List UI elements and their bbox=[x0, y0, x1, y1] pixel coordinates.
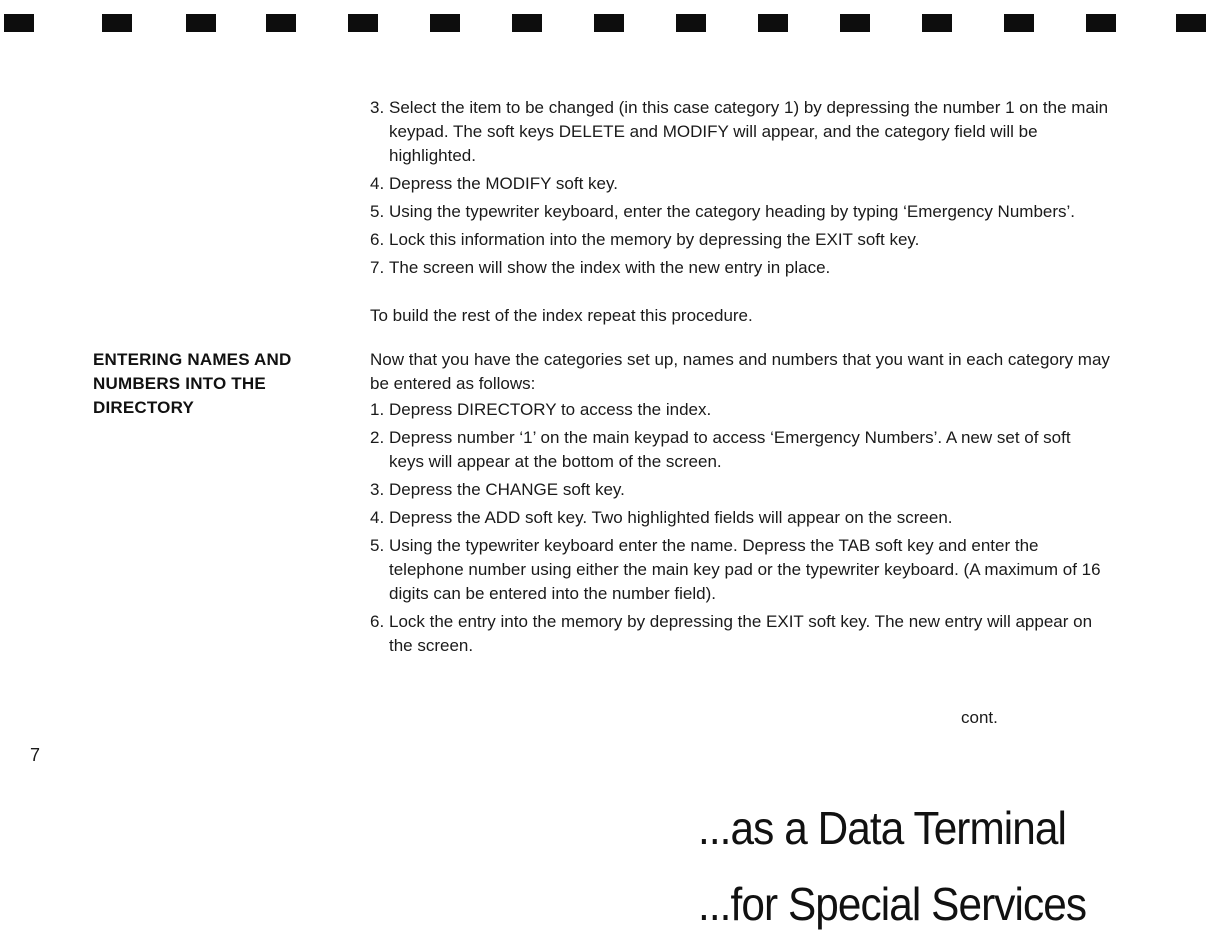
index-tab-mark bbox=[840, 14, 870, 32]
step-text: Depress the MODIFY soft key. bbox=[389, 174, 618, 193]
index-tab-mark bbox=[1086, 14, 1116, 32]
index-tab-mark bbox=[348, 14, 378, 32]
index-tab-mark bbox=[676, 14, 706, 32]
step-text: Lock this information into the memory by depressing the EXIT soft key. bbox=[389, 230, 920, 249]
step-text: Depress number ‘1’ on the main keypad to access ‘Emergency Numbers’. A new set of soft keys will appear at the bottom of the screen. bbox=[389, 428, 1071, 471]
index-tab-mark bbox=[922, 14, 952, 32]
index-tab-mark bbox=[4, 14, 34, 32]
index-tab-mark bbox=[758, 14, 788, 32]
intro-paragraph: Now that you have the categories set up, names and numbers that you want in each category may be entered as follows: bbox=[370, 350, 1110, 393]
category-steps-list bbox=[370, 96, 1110, 284]
index-tab-strip bbox=[0, 14, 1225, 34]
index-tab-mark bbox=[1176, 14, 1206, 32]
step-text: Using the typewriter keyboard, enter the category heading by typing ‘Emergency Numbers’. bbox=[389, 202, 1076, 221]
step-number: 3. bbox=[370, 98, 385, 117]
entry-steps-list bbox=[370, 398, 1110, 662]
step-number: 4. bbox=[370, 174, 385, 193]
step-text: Select the item to be changed (in this case category 1) by depressing the number 1 on the main keypad. The soft keys DELETE and MODIFY will appear, and the category field will be highlighted. bbox=[389, 98, 1109, 165]
step-text: Depress DIRECTORY to access the index. bbox=[389, 400, 712, 419]
page-number: 7 bbox=[30, 745, 41, 765]
list-item bbox=[370, 172, 1110, 196]
step-number: 5. bbox=[370, 536, 385, 555]
footer-heading-data-terminal: ...as a Data Terminal bbox=[698, 802, 1067, 854]
footer-heading-special-services: ...for Special Services bbox=[698, 878, 1087, 930]
step-text: The screen will show the index with the new entry in place. bbox=[389, 258, 831, 277]
rest-of-index-note: To build the rest of the index repeat this procedure. bbox=[370, 306, 753, 325]
index-tab-mark bbox=[594, 14, 624, 32]
section-heading: ENTERING NAMES AND NUMBERS INTO THE DIRECTORY bbox=[93, 350, 292, 417]
index-tab-mark bbox=[266, 14, 296, 32]
list-item bbox=[370, 96, 1110, 168]
step-number: 2. bbox=[370, 428, 385, 447]
step-text: Depress the ADD soft key. Two highlighted fields will appear on the screen. bbox=[389, 508, 953, 527]
list-item bbox=[370, 478, 1110, 502]
list-item bbox=[370, 534, 1110, 606]
step-text: Depress the CHANGE soft key. bbox=[389, 480, 625, 499]
step-number: 6. bbox=[370, 612, 385, 631]
step-number: 5. bbox=[370, 202, 385, 221]
step-number: 1. bbox=[370, 400, 385, 419]
index-tab-mark bbox=[430, 14, 460, 32]
index-tab-mark bbox=[186, 14, 216, 32]
index-tab-mark bbox=[1004, 14, 1034, 32]
step-text: Using the typewriter keyboard enter the name. Depress the TAB soft key and enter the telephone number using either the main key pad or the typewriter keyboard. (A maximum of 16 digits can be entered into the number field). bbox=[389, 536, 1101, 603]
list-item bbox=[370, 398, 1110, 422]
step-number: 3. bbox=[370, 480, 385, 499]
step-number: 4. bbox=[370, 508, 385, 527]
list-item bbox=[370, 506, 1110, 530]
list-item bbox=[370, 256, 1110, 280]
step-number: 7. bbox=[370, 258, 385, 277]
list-item bbox=[370, 426, 1110, 474]
list-item bbox=[370, 228, 1110, 252]
step-text: Lock the entry into the memory by depressing the EXIT soft key. The new entry will appear on the screen. bbox=[389, 612, 1093, 655]
index-tab-mark bbox=[102, 14, 132, 32]
list-item bbox=[370, 610, 1110, 658]
continued-marker: cont. bbox=[961, 708, 998, 727]
index-tab-mark bbox=[512, 14, 542, 32]
list-item bbox=[370, 200, 1110, 224]
step-number: 6. bbox=[370, 230, 385, 249]
